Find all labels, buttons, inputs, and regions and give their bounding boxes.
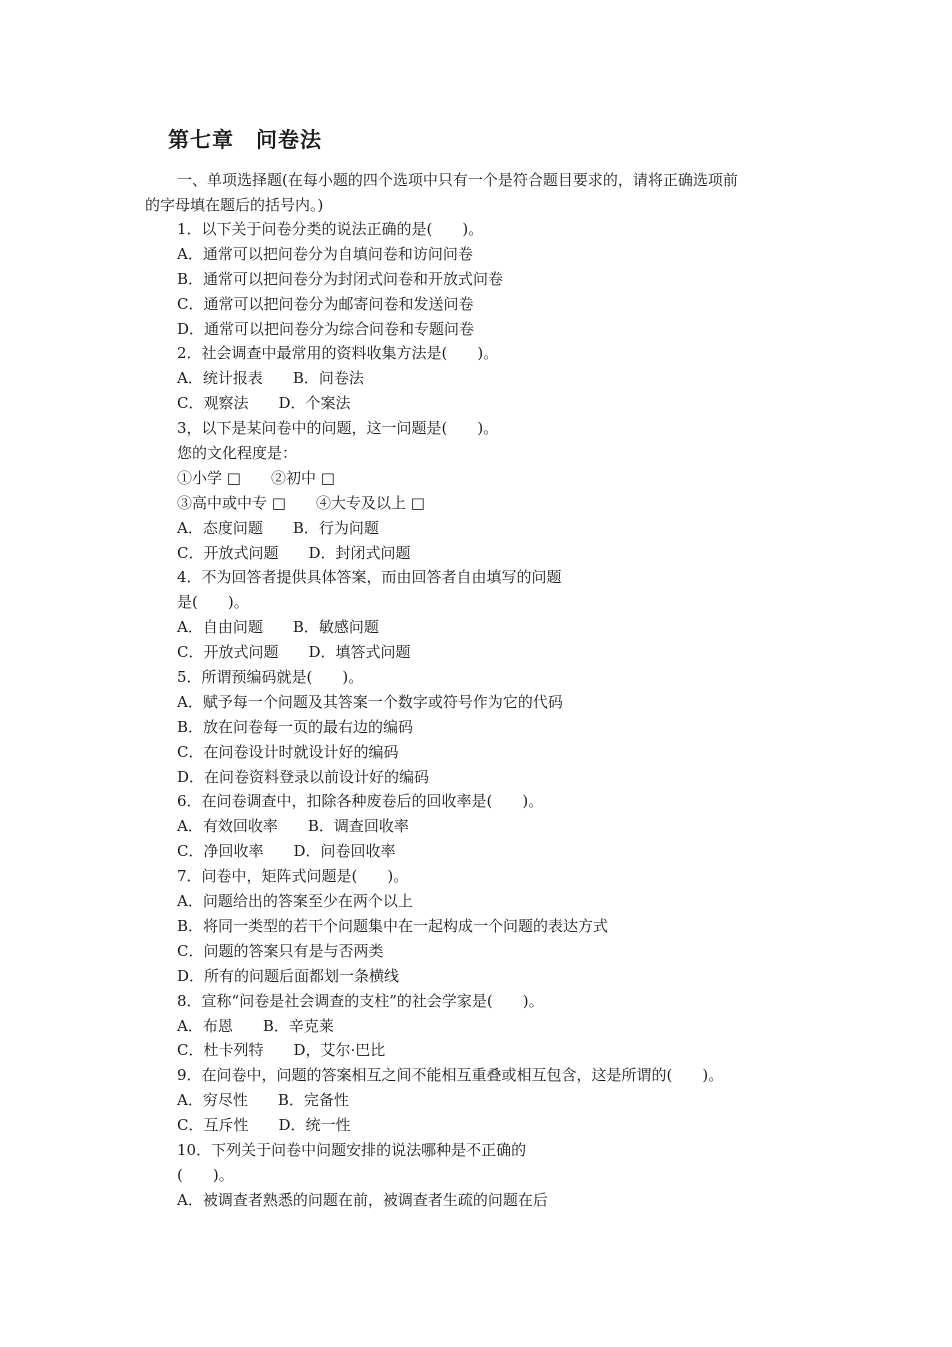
section-instructions <box>145 168 825 218</box>
question-line: B．通常可以把问卷分为封闭式问卷和开放式问卷 <box>177 269 504 288</box>
question-line: A．赋予每一个问题及其答案一个数字或符号作为它的代码 <box>177 692 563 711</box>
question-line: C．通常可以把问卷分为邮寄问卷和发送问卷 <box>177 294 474 313</box>
question-line: 您的文化程度是： <box>177 444 298 463</box>
question-line: C．开放式问题 D．填答式问题 <box>177 643 411 662</box>
question-line: 6．在问卷调查中，扣除各种废卷后的回收率是( )。 <box>177 792 544 811</box>
question-line: 9．在问卷中，问题的答案相互之间不能相互重叠或相互包含，这是所谓的( )。 <box>177 1066 724 1085</box>
question-line: A．通常可以把问卷分为自填问卷和访问问卷 <box>177 244 473 263</box>
question-line: A．布恩 B．辛克莱 <box>177 1016 334 1035</box>
question-line: C．观察法 D．个案法 <box>177 394 351 413</box>
question-line: 是( )。 <box>177 593 249 612</box>
question-line: ( )。 <box>177 1165 234 1184</box>
question-line: C．开放式问题 D．封闭式问题 <box>177 543 411 562</box>
question-line: 2．社会调查中最常用的资料收集方法是( )。 <box>177 344 499 363</box>
question-line: ③高中或中专 □ ④大专及以上 □ <box>177 493 425 512</box>
instructions-line-2: 的字母填在题后的括号内。) <box>145 196 324 214</box>
question-line: C．净回收率 D．问卷回收率 <box>177 842 396 861</box>
question-line: C．问题的答案只有是与否两类 <box>177 941 384 960</box>
question-line: 7．问卷中，矩阵式问题是( )。 <box>177 867 409 886</box>
question-line: D．所有的问题后面都划一条横线 <box>177 966 400 985</box>
question-line: 10．下列关于问卷中问题安排的说法哪种是不正确的 <box>177 1140 527 1159</box>
question-line: D．在问卷资料登录以前设计好的编码 <box>177 767 430 786</box>
question-line: A．问题给出的答案至少在两个以上 <box>177 892 413 911</box>
chapter-title: 第七章 问卷法 <box>168 128 322 152</box>
question-list <box>177 217 837 1213</box>
question-line: B．将同一类型的若干个问题集中在一起构成一个问题的表达方式 <box>177 916 609 935</box>
question-line: D．通常可以把问卷分为综合问卷和专题问卷 <box>177 319 475 338</box>
question-line: A．态度问题 B．行为问题 <box>177 518 379 537</box>
question-line: C．杜卡列特 D，艾尔·巴比 <box>177 1041 386 1060</box>
question-line: 8．宣称“问卷是社会调查的支柱”的社会学家是( )。 <box>177 991 544 1010</box>
question-line: 5．所谓预编码就是( )。 <box>177 668 364 687</box>
question-line: C．在问卷设计时就设计好的编码 <box>177 742 399 761</box>
question-line: A．自由问题 B．敏感问题 <box>177 618 379 637</box>
question-line: A．有效回收率 B．调查回收率 <box>177 817 409 836</box>
question-line: A．穷尽性 B．完备性 <box>177 1091 349 1110</box>
question-line: A．统计报表 B．问卷法 <box>177 369 364 388</box>
question-line: ①小学 □ ②初中 □ <box>177 468 335 487</box>
question-line: B．放在问卷每一页的最右边的编码 <box>177 717 414 736</box>
question-line: A．被调查者熟悉的问题在前，被调查者生疏的问题在后 <box>177 1190 548 1209</box>
question-line: 1．以下关于问卷分类的说法正确的是( )。 <box>177 220 484 238</box>
question-line: 4．不为回答者提供具体答案，而由回答者自由填写的问题 <box>177 568 562 587</box>
instructions-line-1: 一、单项选择题(在每小题的四个选项中只有一个是符合题目要求的，请将正确选项前 <box>177 171 738 189</box>
question-line: C．互斥性 D．统一性 <box>177 1116 351 1135</box>
question-line: 3，以下是某问卷中的问题，这一问题是( )。 <box>177 419 499 438</box>
